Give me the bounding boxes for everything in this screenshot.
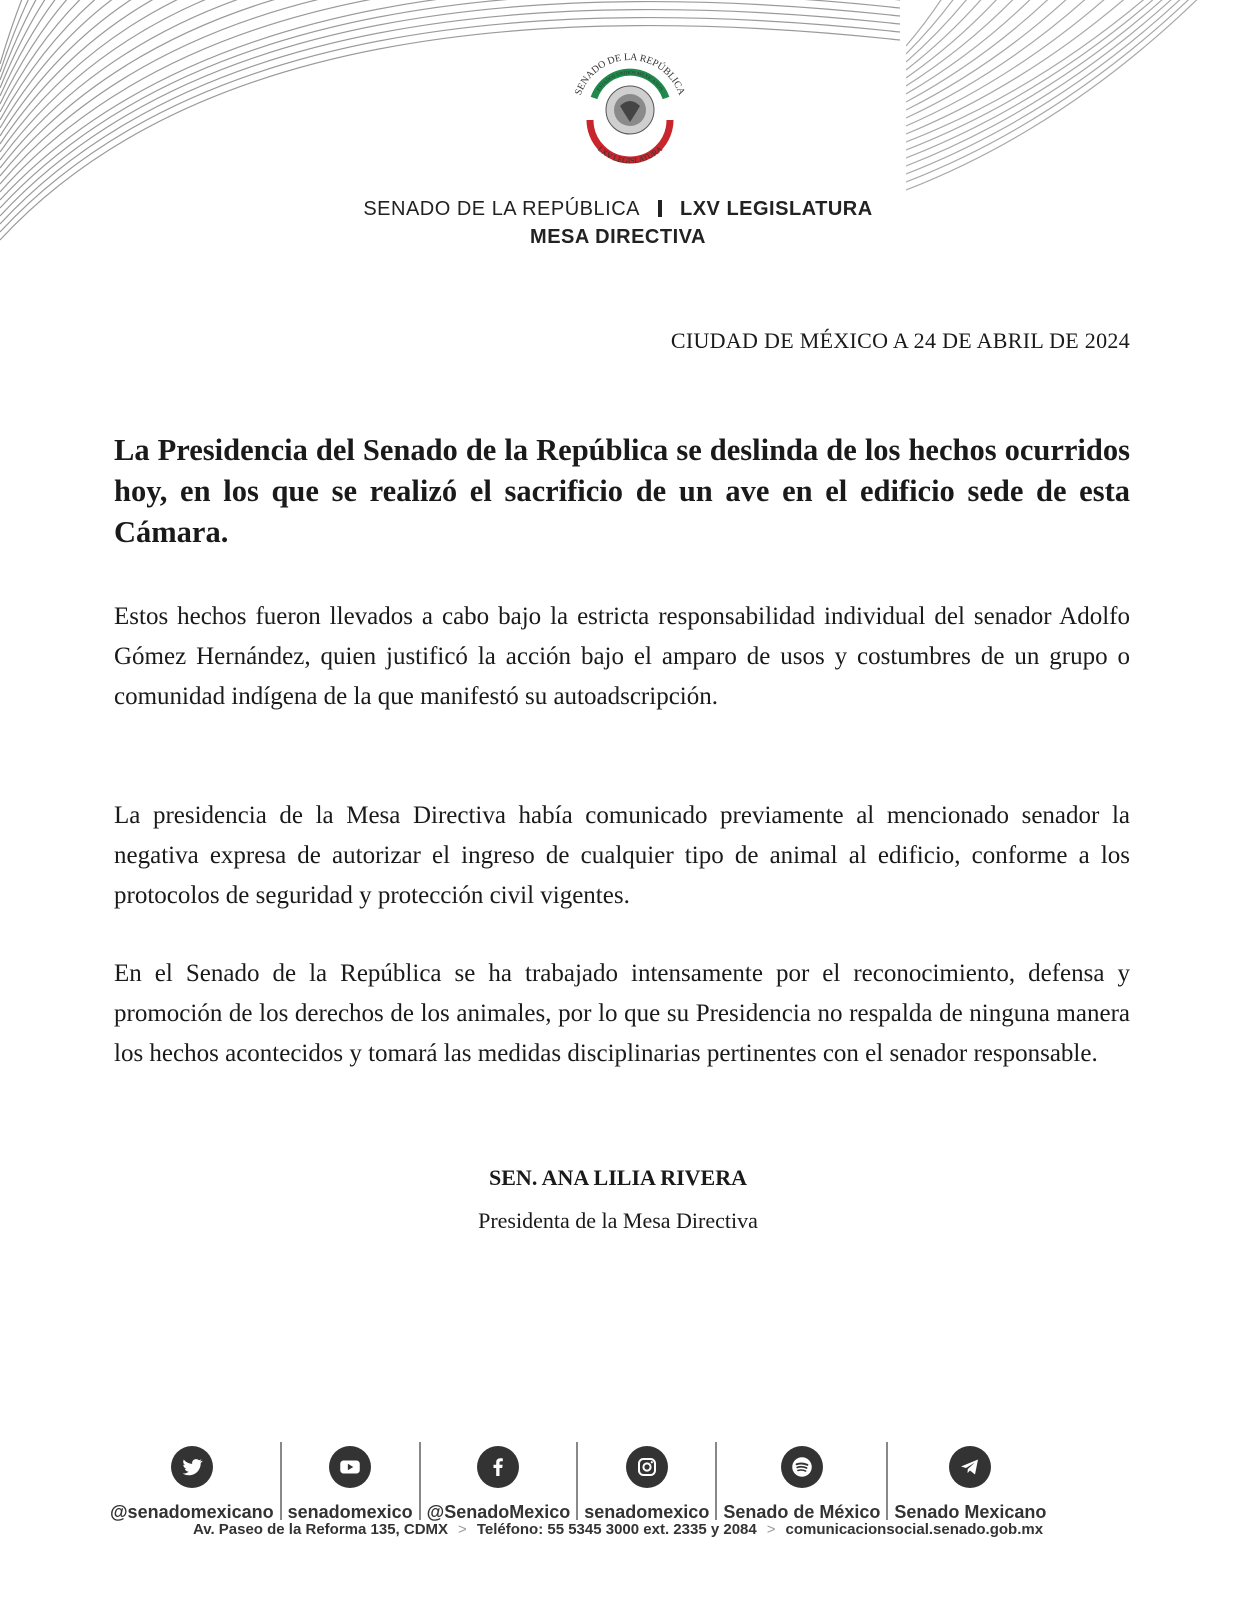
instagram-icon [626, 1446, 668, 1488]
letterhead-institution-line [0, 198, 1236, 221]
social-separator [280, 1442, 282, 1520]
instagram-handle: senadomexico [584, 1502, 710, 1522]
seal-text-inner: ESTADOS UNIDOS MEXICANOS [596, 70, 664, 93]
body-paragraph-2: La presidencia de la Mesa Directiva había comunicado previamente al mencionado senador la negativa expresa de autorizar el ingreso de cualquier tipo de animal al edificio, conforme a los protocolos de seguridad y protección civil vigentes. [114, 802, 1130, 909]
social-twitter[interactable] [110, 1440, 274, 1530]
footer-website[interactable]: comunicacionsocial.senado.gob.mx [785, 1521, 1044, 1538]
telegram-handle: Senado Mexicano [894, 1502, 1047, 1522]
letterhead-body-name: MESA DIRECTIVA [530, 226, 706, 248]
facebook-icon [477, 1446, 519, 1488]
press-release-headline: La Presidencia del Senado de la República se deslinda de los hechos ocurridos hoy, en los que se realizó el sacrificio de un ave en el edificio sede de esta Cámara. [114, 433, 1130, 549]
body-paragraph-3: En el Senado de la República se ha trabajado intensamente por el reconocimiento, defensa y promoción de los derechos de los animales, por lo que su Presidencia no respalda de ninguna manera los hechos acontecidos y tomará las medidas disciplinarias pertinentes con el senador responsable. [114, 960, 1130, 1067]
signer-name: SEN. ANA LILIA RIVERA [489, 1165, 747, 1190]
institution-name: SENADO DE LA REPÚBLICA [363, 198, 640, 220]
twitter-handle: @senadomexicano [110, 1502, 274, 1522]
facebook-handle: @SenadoMexico [426, 1502, 571, 1522]
social-separator [576, 1442, 578, 1520]
spotify-icon [781, 1446, 823, 1488]
chevron-right-icon: > [458, 1521, 467, 1538]
decorative-wave-lines-left [0, 0, 900, 260]
telegram-icon [949, 1446, 991, 1488]
social-facebook[interactable] [427, 1440, 571, 1530]
footer-contact-line [0, 1521, 1236, 1538]
twitter-icon [171, 1446, 213, 1488]
seal-text-top: SENADO DE LA REPÚBLICA [573, 51, 687, 97]
senate-seal-logo [560, 40, 700, 180]
footer-address: Av. Paseo de la Reforma 135, CDMX [192, 1521, 449, 1538]
youtube-icon [329, 1446, 371, 1488]
social-media-bar [110, 1440, 1130, 1530]
dateline: CIUDAD DE MÉXICO A 24 DE ABRIL DE 2024 [670, 328, 1130, 353]
spotify-handle: Senado de México [723, 1502, 881, 1522]
decorative-wave-lines-right [906, 0, 1236, 200]
social-separator [886, 1442, 888, 1520]
footer-phone: Teléfono: 55 5345 3000 ext. 2335 y 2084 [476, 1521, 757, 1538]
body-paragraph-1: Estos hechos fueron llevados a cabo bajo la estricta responsabilidad individual del senador Adolfo Gómez Hernández, quien justificó la acción bajo el amparo de usos y costumbres de un grupo o comunidad indígena de la que manifestó su autoadscripción. [114, 603, 1130, 710]
signer-role: Presidenta de la Mesa Directiva [478, 1208, 758, 1233]
divider-bar [658, 200, 662, 217]
youtube-handle: senadomexico [287, 1502, 413, 1522]
social-spotify[interactable] [723, 1440, 880, 1530]
legislature-name: LXV LEGISLATURA [679, 198, 873, 220]
social-separator [715, 1442, 717, 1520]
social-youtube[interactable] [288, 1440, 413, 1530]
social-separator [419, 1442, 421, 1520]
social-telegram[interactable] [894, 1440, 1046, 1530]
chevron-right-icon: > [766, 1521, 776, 1538]
seal-text-bottom: LXV LEGISLATURA [595, 144, 665, 166]
social-instagram[interactable] [584, 1440, 709, 1530]
